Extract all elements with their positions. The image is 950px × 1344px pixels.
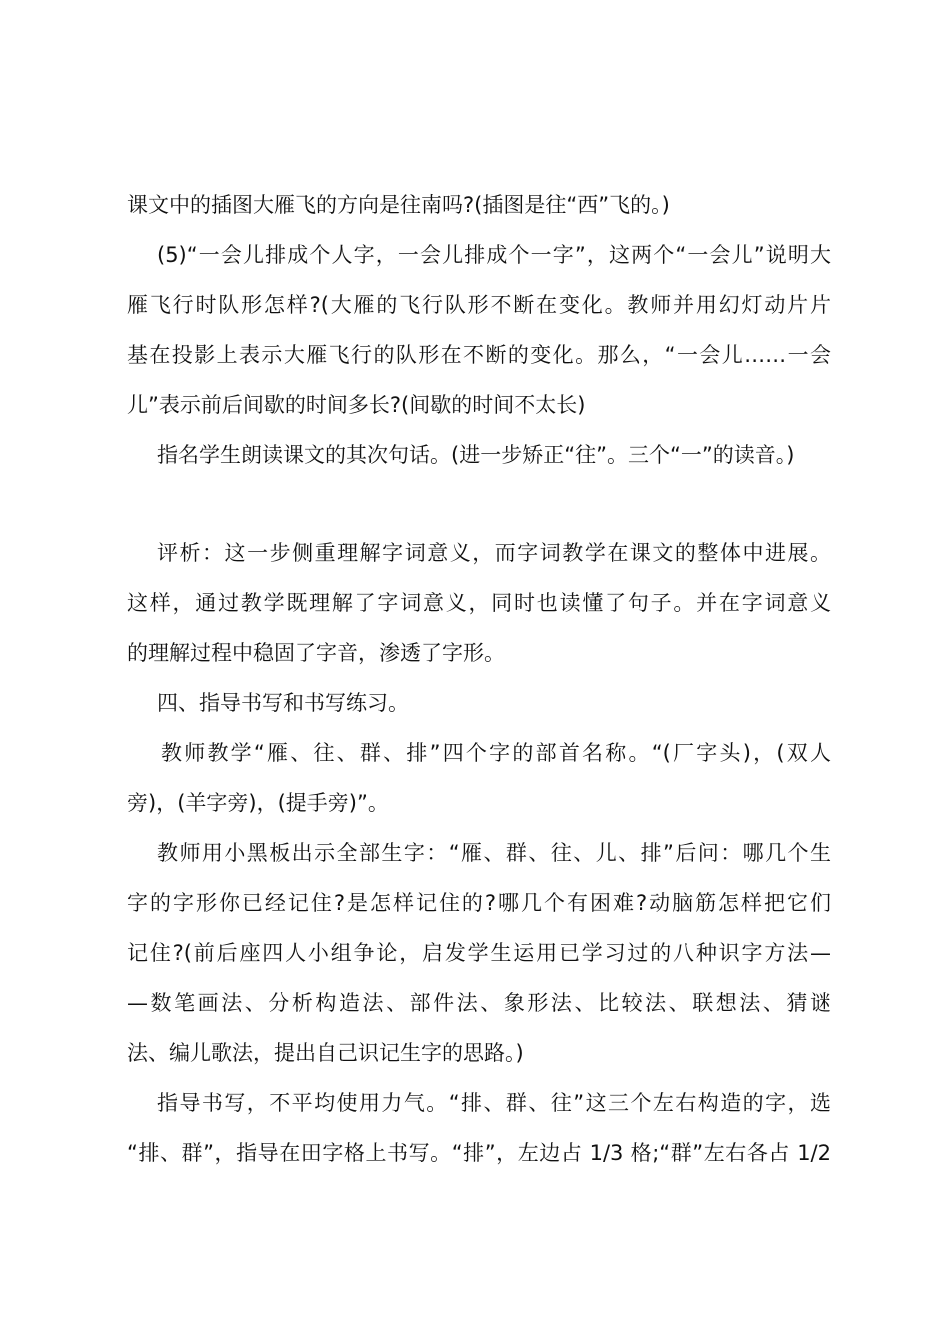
blank-gap [127,480,831,528]
text-line: 字的字形你已经记住?是怎样记住的?哪几个有困难?动脑筋怎样把它们 [127,891,831,915]
text-line: 法、编儿歌法，提出自己识记生字的思路。) [127,1041,524,1065]
text-line: 四、指导书写和书写练习。 [157,691,409,715]
section-heading-writing [127,678,831,728]
text-line: (5)“一会儿排成个人字，一会儿排成个一字”，这两个“一会儿”说明大 [157,243,831,267]
text-line: “排、群”，指导在田字格上书写。“排”，左边占 1/3 格;“群”左右各占 1/2 [127,1141,831,1165]
text-line: 指导书写，不平均使用力气。“排、群、往”这三个左右构造的字，选 [157,1091,831,1115]
text-line: 儿”表示前后间歇的时间多长?(间歇的时间不太长) [127,393,586,417]
text-line: 教师教学“雁、往、群、排”四个字的部首名称。“(厂字头)，(双人 [161,741,831,765]
text-line: 指名学生朗读课文的其次句话。(进一步矫正“往”。三个“一”的读音。) [157,443,795,467]
paragraph-new-characters [127,828,831,1078]
paragraph-radicals [127,728,831,828]
text-line: 的理解过程中稳固了字音，渗透了字形。 [127,641,505,665]
text-line: —数笔画法、分析构造法、部件法、象形法、比较法、联想法、猜谜 [127,991,831,1015]
text-line: 雁飞行时队形怎样?(大雁的飞行队形不断在变化。教师并用幻灯动片片 [127,293,831,317]
text-line: 基在投影上表示大雁飞行的队形在不断的变化。那么，“一会儿……一会 [127,343,831,367]
document-page [127,180,831,1178]
paragraph-writing-guidance [127,1078,831,1178]
text-line: 这样，通过教学既理解了字词意义，同时也读懂了句子。并在字词意义 [127,591,831,615]
text-line: 课文中的插图大雁飞的方向是往南吗?(插图是往“西”飞的。) [127,193,670,217]
text-line: 评析：这一步侧重理解字词意义，而字词教学在课文的整体中进展。 [157,541,831,565]
paragraph-illustration-question [127,180,831,230]
paragraph-commentary [127,528,831,678]
text-line: 旁)，(羊字旁)，(提手旁)”。 [127,791,389,815]
paragraph-reading [127,430,831,480]
paragraph-formation-question [127,230,831,430]
text-line: 记住?(前后座四人小组争论，启发学生运用已学习过的八种识字方法— [127,941,831,965]
text-line: 教师用小黑板出示全部生字：“雁、群、往、儿、排”后问：哪几个生 [157,841,831,865]
